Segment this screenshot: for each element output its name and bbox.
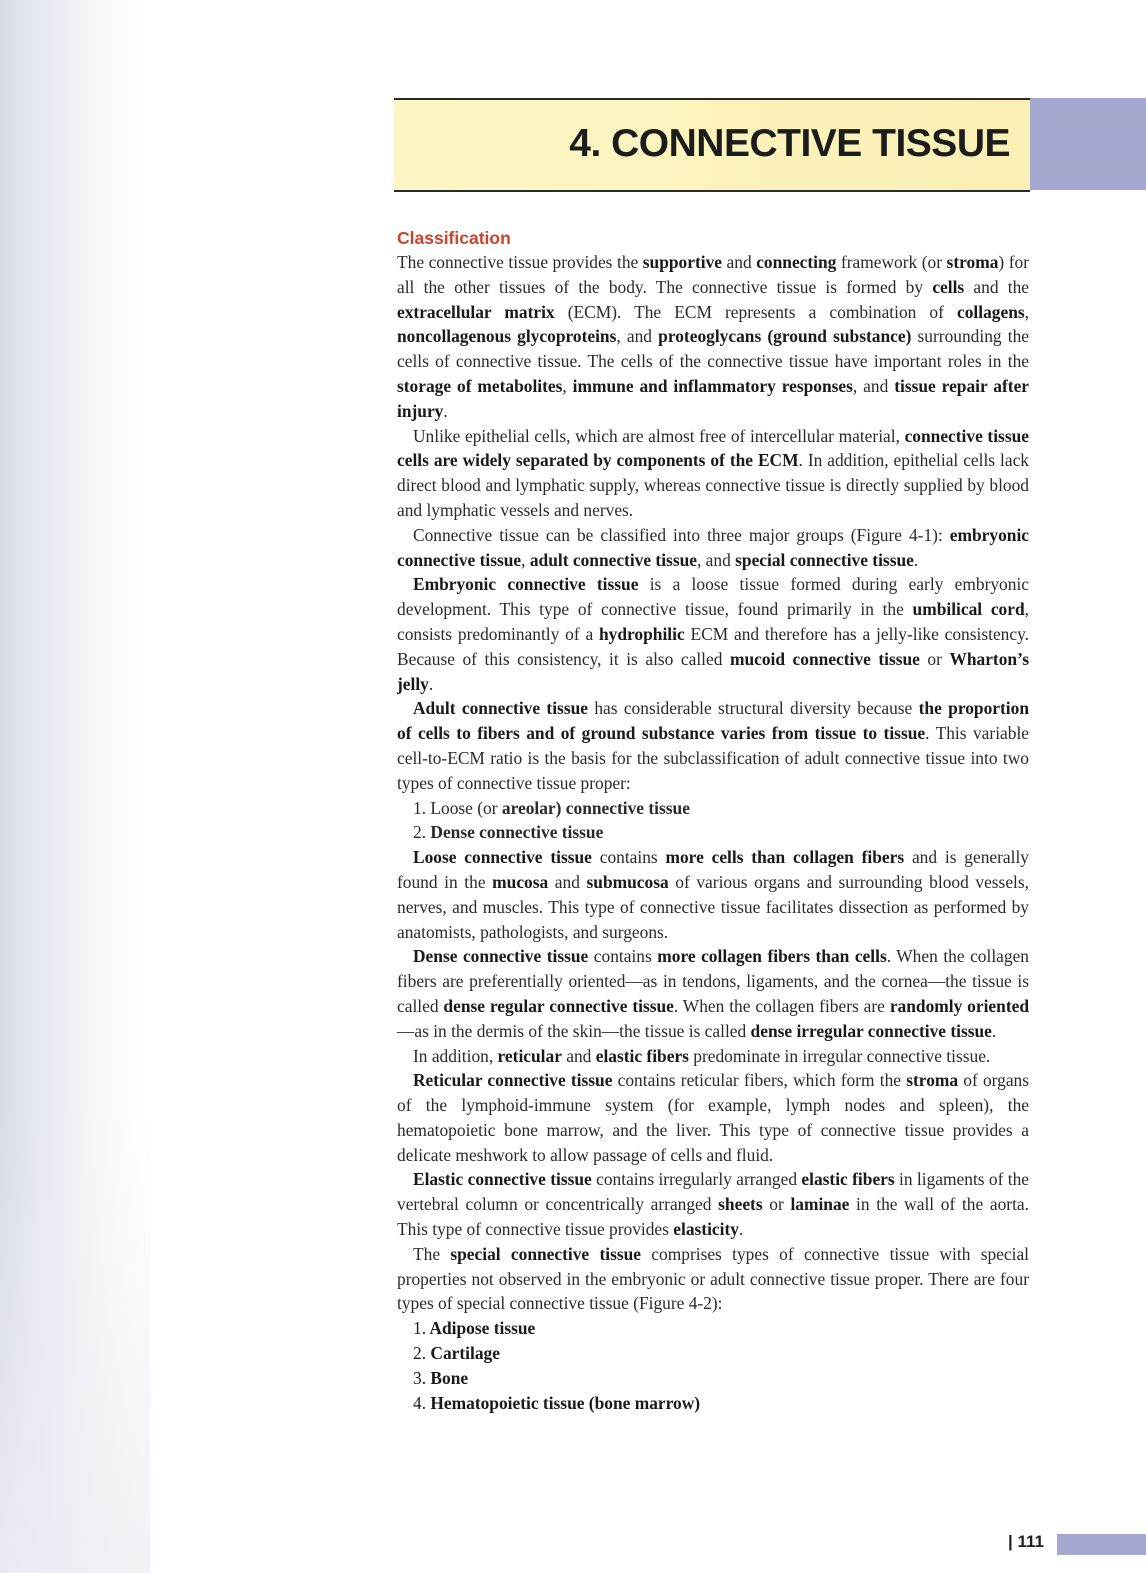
- paragraph-11: The special connective tissue comprises types of connective tissue with special properties not observed in the embryonic or adult connective tissue proper. There are four types of special connective tissue (Figure 4-2):: [397, 1243, 1030, 1314]
- list-item: 1. Loose (or areolar) connective tissue: [413, 797, 690, 818]
- paragraph-6: Loose connective tissue contains more cells than collagen fibers and is generally found in the mucosa and submucosa of various organs and surrounding blood vessels, nerves, and muscles. This type of connective tissue facilitates dissection as performed by anatomists, pathologists, and surgeons.: [397, 847, 1029, 942]
- paragraph-9: Reticular connective tissue contains reticular fibers, which form the stroma of organs of the lymphoid-immune system (for example, lymph nodes and spleen), the hematopoietic bone marrow, and the liver. This type of connective tissue provides a delicate meshwork to allow passage of cells and fluid.: [397, 1070, 1030, 1165]
- page-number: | 111: [1008, 1532, 1044, 1551]
- paragraph-1: The connective tissue provides the supportive and connecting framework (or stroma) for all the other tissues of the body. The connective tissue is formed by cells and the extracellular matrix (ECM). The ECM represents a combination of collagens, noncollagenous glycoproteins, and proteoglycans (ground substance) surrounding the cells of connective tissue. The cells of the connective tissue have important roles in the storage of metabolites, immune and inflammatory responses, and tissue repair after injury.: [397, 252, 1030, 421]
- paragraph-8: In addition, reticular and elastic fibers predominate in irregular connective tissue.: [413, 1045, 991, 1066]
- list-item: 2. Cartilage: [413, 1343, 500, 1364]
- paragraph-2: Unlike epithelial cells, which are almost free of intercellular material, connective tissue cells are widely separated by components of the ECM. In addition, epithelial cells lack direct blood and lymphatic supply, whereas connective tissue is directly supplied by blood and lymphatic vessels and nerves.: [397, 425, 1029, 520]
- page-edge-shadow-lower: [0, 1100, 150, 1573]
- chapter-title: 4. CONNECTIVE TISSUE: [569, 122, 1010, 165]
- paragraph-4: Embryonic connective tissue is a loose tissue formed during early embryonic development. This type of connective tissue, found primarily in the umbilical cord, consists predominantly of a hydrophilic ECM and therefore has a jelly-like consistency. Because of this consistency, it is also called mucoid connective tissue or Wharton’s jelly.: [397, 574, 1029, 694]
- chapter-header-band: [394, 100, 1030, 190]
- page-body: [397, 226, 1029, 1415]
- header-rule-bottom: [394, 190, 1030, 192]
- paragraph-7: Dense connective tissue contains more collagen fibers than cells. When the collagen fibers are preferentially oriented—as in tendons, ligaments, and the cornea—the tissue is called dense regular connective tissue. When the collagen fibers are randomly oriented—as in the dermis of the skin—the tissue is called dense irregular connective tissue.: [397, 946, 1029, 1041]
- section-heading: Classification: [397, 228, 511, 248]
- list-item: 4. Hematopoietic tissue (bone marrow): [413, 1392, 701, 1413]
- paragraph-5: Adult connective tissue has considerable structural diversity because the proportion of cells to fibers and of ground substance varies from tissue to tissue. This variable cell-to-ECM ratio is the basis for the subclassification of adult connective tissue into two types of connective tissue proper:: [397, 698, 1029, 793]
- list-item: 3. Bone: [413, 1367, 469, 1388]
- chapter-tab: [1030, 98, 1146, 190]
- paragraph-3: Connective tissue can be classified into three major groups (Figure 4-1): embryonic connective tissue, adult connective tissue, and special connective tissue.: [397, 524, 1029, 570]
- list-item: 2. Dense connective tissue: [413, 822, 604, 843]
- paragraph-10: Elastic connective tissue contains irregularly arranged elastic fibers in ligaments of the vertebral column or concentrically arranged sheets or laminae in the wall of the aorta. This type of connective tissue provides elasticity.: [397, 1169, 1030, 1240]
- header-rule-top: [394, 98, 1030, 100]
- connective-tissue-proper-list: [397, 796, 1029, 846]
- special-connective-tissue-list: [397, 1316, 1029, 1415]
- list-item: 1. Adipose tissue: [413, 1318, 536, 1339]
- footer-tab: [1057, 1534, 1146, 1555]
